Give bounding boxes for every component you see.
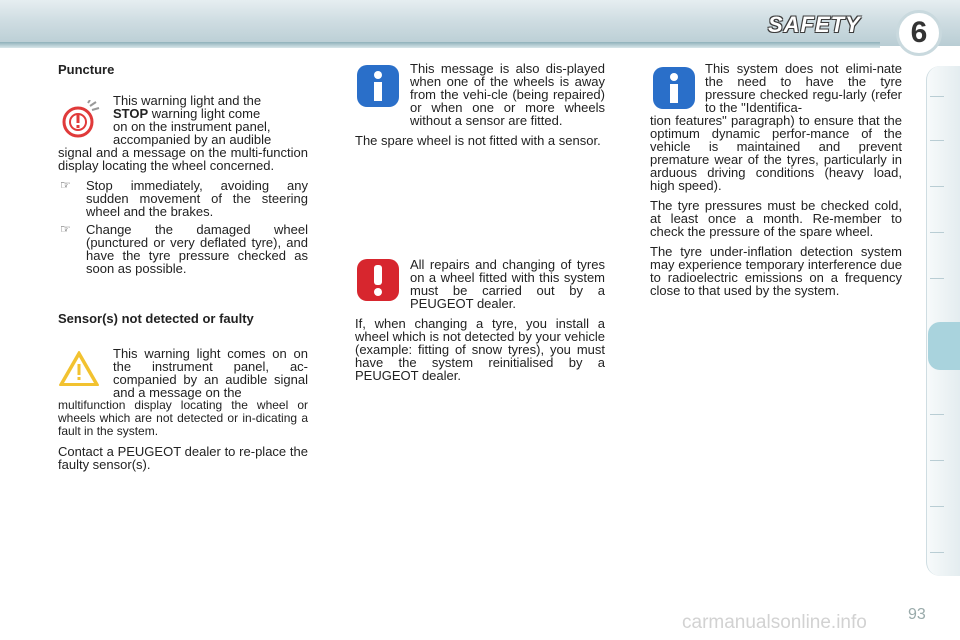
col2-bottom-text: [355, 258, 605, 389]
chapter-tabs: [926, 66, 960, 576]
tab-divider: [930, 460, 944, 461]
system-info-rest: tion features" paragraph) to ensure that the optimum dynamic perfor-mance of the vehicle is maintained and prevent premature wear of the tyres, particularly in arduous driving conditions (heavy load, high speed).: [650, 113, 902, 193]
tab-divider: [930, 506, 944, 507]
interference-text: The tyre under-inflation detection system may experience temporary interference due to radioelectric emissions on a frequency close to that used by the system.: [650, 244, 902, 298]
section-title: SAFETY: [768, 12, 861, 37]
pointing-hand-icon: ☞: [60, 178, 71, 192]
col3-text: [650, 62, 902, 304]
puncture-line-1: This warning light and the: [113, 93, 262, 108]
bullet-change: ☞ Change the damaged wheel (punctured or very deflated tyre), and have the tyre pressure checked as soon as possible.: [60, 222, 308, 276]
sensor-contact: Contact a PEUGEOT dealer to re-place the faulty sensor(s).: [58, 444, 308, 472]
pressure-check-text: The tyre pressures must be checked cold, at least once a month. Re-member to check the pressure of the spare wheel.: [650, 198, 902, 239]
sensor-text: [58, 347, 308, 478]
tab-divider: [930, 186, 944, 187]
tab-divider: [930, 552, 944, 553]
info-message-text: This message is also dis-played when one of the wheels is away from the vehi-cle (being repaired) or when one or more wheels without a sensor are fitted.: [410, 61, 605, 128]
system-info-text: This system does not elimi-nate the need to have the tyre pressure checked regu-larly (refer to the "Identifica-: [705, 61, 902, 115]
dealer-repair-text: All repairs and changing of tyres on a wheel fitted with this system must be carried out by a PEUGEOT dealer.: [410, 257, 605, 311]
header-rule: [0, 42, 880, 48]
page-number: 93: [908, 606, 926, 623]
reinitialise-text: If, when changing a tyre, you install a wheel which is not detected by your vehicle (example: fitting of snow tyres), you must have the system reinitialised by a PEUGEOT dealer.: [355, 316, 605, 383]
sensor-heading: Sensor(s) not detected or faulty: [58, 311, 254, 326]
tab-divider: [930, 140, 944, 141]
puncture-line-2: STOP warning light come: [113, 106, 261, 121]
puncture-line-3: on on the instrument panel,: [113, 119, 271, 134]
pointing-hand-icon: ☞: [60, 222, 71, 236]
col2-top-text: [355, 62, 605, 154]
watermark: carmanualsonline.info: [682, 612, 867, 633]
chapter-number-badge: 6: [896, 10, 942, 56]
tab-divider: [930, 232, 944, 233]
tab-active-chapter[interactable]: [928, 322, 960, 370]
tab-divider: [930, 96, 944, 97]
stop-word: STOP: [113, 106, 149, 121]
puncture-heading: Puncture: [58, 62, 115, 77]
puncture-text: [58, 94, 308, 280]
sensor-intro: This warning light comes on on the instrument panel, ac-companied by an audible signal and a message on the: [113, 346, 308, 400]
tab-divider: [930, 278, 944, 279]
puncture-line-5: signal and a message on the multi-function display locating the wheel concerned.: [58, 145, 308, 173]
spare-wheel-text: The spare wheel is not fitted with a sensor.: [355, 133, 601, 148]
puncture-line-4: accompanied by an audible: [113, 132, 272, 147]
sensor-rest: multifunction display locating the wheel or wheels which are not detected or in-dicating a fault in the system.: [58, 398, 308, 438]
bullet-stop: ☞ Stop immediately, avoiding any sudden movement of the steering wheel and the brakes.: [60, 178, 308, 219]
tab-divider: [930, 414, 944, 415]
